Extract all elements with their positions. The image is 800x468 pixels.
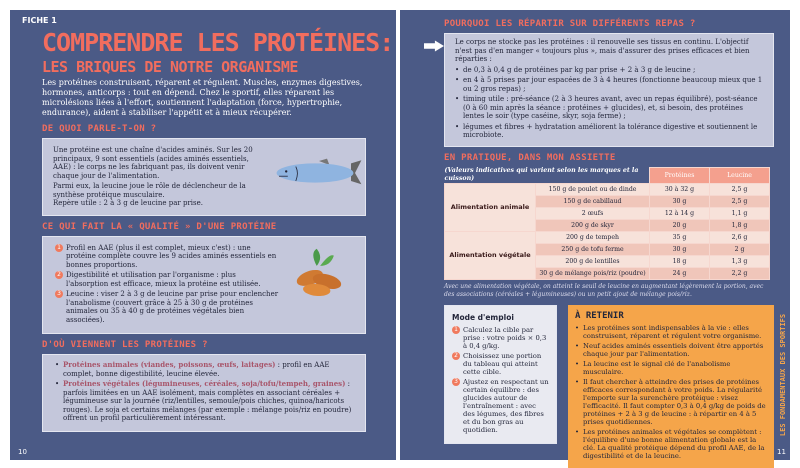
side-strip [777, 310, 789, 440]
number-badge: 3 [55, 290, 63, 298]
section-title: D'OÙ VIENNENT LES PROTÉINES ? [42, 340, 208, 350]
number-badge: 1 [55, 244, 63, 252]
definition-box [42, 138, 366, 216]
header-leucine: Leucine [710, 167, 770, 184]
sources-box [42, 354, 366, 432]
retenir-item: • Neuf acides aminés essentiels doivent être apportés chaque jour par l'alimentation. [575, 342, 767, 358]
page-number: 10 [18, 448, 27, 456]
leucine-cell: 2,5 g [710, 196, 770, 208]
number-badge: 3 [452, 378, 460, 386]
number-badge: 2 [452, 352, 460, 360]
right-column [444, 16, 774, 468]
mode-text: Choisissez une portion du tableau qui atteint cette cible. [463, 352, 542, 376]
distribution-item: • timing utile : pré-séance (2 à 3 heures avant, avec un repas équilibré), post-séance (0 à 60 min après la séance : protéines + glucides), et, si besoin, des protéines lentes le soir (type caséine, skyr, soja ferme) ; [455, 95, 763, 121]
mode-text: Ajustez en respectant un certain équilibre : des glucides autour de l'entraînement : avec des légumes, des fibres et du bon gras au quotidien. [463, 378, 549, 434]
number-badge: 1 [452, 326, 460, 334]
quality-item [55, 290, 280, 324]
section-title: DE QUOI PARLE-T-ON ? [42, 124, 157, 134]
quality-text: Leucine : viser 2 à 3 g de leucine par prise pour enclencher l'anabolisme (couvert grâce à 25 à 30 g de protéines animales ou 35 à 40 g de protéines végétales bien associées). [66, 290, 279, 324]
left-page [10, 10, 396, 460]
protein-cell: 20 g [650, 220, 710, 232]
group-label: Alimentation animale [445, 184, 536, 232]
source-item [55, 361, 353, 378]
mode-step [452, 352, 549, 376]
quality-item [55, 244, 280, 270]
source-text: : parfois limitées en un AAE isolément, mais complètes en associant céréales + légumineuse sur la journée (riz/lentilles, semoule/pois chiches, quinoa/haricots rouges). Le soja et certains mélanges (par exemple : mélange pois/riz en poudre) offrent un profil particulièrement intéressant. [63, 380, 352, 422]
mode-step [452, 378, 549, 434]
fiche-label: FICHE 1 [22, 16, 57, 25]
food-cell: 2 œufs [536, 208, 650, 220]
definition-text: Une protéine est une chaîne d'acides aminés. Sur les 20 principaux, 9 sont essentiels (acides aminés essentiels, AAE) : le corps ne les fabriquant pas, ils doivent venir chaque jour de l'alimentation. [53, 146, 253, 180]
protein-cell: 18 g [650, 256, 710, 268]
leucine-cell: 2,5 g [710, 184, 770, 196]
leucine-cell: 2,6 g [710, 232, 770, 244]
source-lead: Protéines végétales (légumineuses, céréales, soja/tofu/tempeh, graines) [63, 379, 346, 388]
almonds-illustration [291, 247, 351, 302]
table-row [445, 232, 770, 244]
protein-cell: 30 g [650, 196, 710, 208]
leucine-cell: 1,8 g [710, 220, 770, 232]
food-cell: 150 g de poulet ou de dinde [536, 184, 650, 196]
mode-title: Mode d'emploi [452, 313, 514, 322]
retenir-item: • Les protéines animales et végétales se complètent : l'équilibre d'une bonne alimentation globale est la clé. La qualité protéique dépend du profil AAE, de la digestibilité et de la leucine. [575, 428, 767, 460]
retenir-box [568, 305, 774, 468]
distribution-box [444, 33, 774, 147]
distribution-item: • de 0,3 à 0,4 g de protéines par kg par prise + 2 à 3 g de leucine ; [455, 66, 763, 75]
table-note: (Valeurs indicatives qui varient selon les marques et la cuisson) [444, 167, 639, 182]
page-subtitle: LES BRIQUES DE NOTRE ORGANISME [42, 58, 298, 76]
leucine-cell: 2,2 g [710, 268, 770, 280]
food-cell: 200 g de skyr [536, 220, 650, 232]
mode-emploi-box [444, 305, 557, 444]
protein-cell: 30 à 32 g [650, 184, 710, 196]
section-title: CE QUI FAIT LA « QUALITÉ » D'UNE PROTÉINE [42, 221, 277, 232]
quality-box [42, 236, 366, 335]
food-cell: 200 g de tempeh [536, 232, 650, 244]
table-footnote: Avec une alimentation végétale, on atteint le seuil de leucine en augmentant légèrement la portion, avec des associations (céréales + légumineuses) ou un petit ajout de mélange pois/riz. [444, 283, 764, 298]
portion-table [444, 167, 770, 281]
source-text: : profil en AAE complet, bonne digestibilité, leucine élevée. [63, 361, 330, 378]
protein-cell: 35 g [650, 232, 710, 244]
group-label: Alimentation végétale [445, 232, 536, 280]
food-cell: 250 g de tofu ferme [536, 244, 650, 256]
left-column [22, 16, 394, 432]
mode-text: Calculez la cible par prise : votre poids × 0,3 à 0,4 g/kg. [463, 326, 547, 350]
protein-cell: 30 g [650, 244, 710, 256]
source-item [55, 380, 353, 423]
retenir-item: • Il faut chercher à atteindre des prises de protéines efficaces correspondant à votre poids. La régularité l'emporte sur la surenchère protéique : visez l'efficacité. Il faut compter 0,3 à 0,4 g/kg de poids de protéines + 2 à 3 g de leucine : à répartir en 4 à 5 prises quotidiennes. [575, 378, 767, 426]
food-cell: 30 g de mélange pois/riz (poudre) [536, 268, 650, 280]
quality-text: Digestibilité et utilisation par l'organisme : plus l'absorption est efficace, mieux la protéine est utilisée. [66, 271, 261, 288]
distribution-intro: Le corps ne stocke pas les protéines : il renouvelle ses tissus en continu. L'objectif n'est pas d'en manger « toujours plus », mais d'assurer des prises efficaces et bien réparties : [455, 38, 750, 63]
table-row [445, 184, 770, 196]
fish-illustration [275, 155, 363, 191]
section-title: POURQUOI LES RÉPARTIR SUR DIFFÉRENTS REPAS ? [444, 19, 696, 29]
distribution-item: • légumes et fibres + hydratation améliorent la tolérance digestive et soutiennent le microbiote. [455, 123, 763, 140]
protein-cell: 12 à 14 g [650, 208, 710, 220]
protein-cell: 24 g [650, 268, 710, 280]
leucine-tip: Repère utile : 2 à 3 g de leucine par prise. [53, 199, 203, 207]
section-title: EN PRATIQUE, DANS MON ASSIETTE [444, 152, 616, 163]
distribution-item: • en 4 à 5 prises par jour espacées de 3 à 4 heures (fonctionne beaucoup mieux que 1 ou 2 gros repas) ; [455, 76, 763, 93]
retenir-item: • Les protéines sont indispensables à la vie : elles construisent, réparent et régulent votre organisme. [575, 324, 767, 340]
food-cell: 150 g de cabillaud [536, 196, 650, 208]
retenir-title: À RETENIR [575, 311, 624, 321]
arrow-icon [424, 40, 444, 52]
side-label: LES FONDAMENTAUX DES SPORTIFS [779, 313, 787, 437]
leucine-cell: 1,3 g [710, 256, 770, 268]
source-lead: Protéines animales (viandes, poissons, œufs, laitages) [63, 360, 276, 369]
mode-step [452, 326, 549, 350]
leucine-cell: 2 g [710, 244, 770, 256]
quality-text: Profil en AAE (plus il est complet, mieux c'est) : une protéine complète couvre les 9 acides aminés essentiels en bonnes proportions. [66, 243, 277, 269]
number-badge: 2 [55, 271, 63, 279]
right-page [400, 10, 790, 460]
page-title: COMPRENDRE LES PROTÉINES: [42, 28, 394, 57]
bottom-row [444, 305, 774, 468]
food-cell: 200 g de lentilles [536, 256, 650, 268]
quality-item [55, 271, 280, 288]
header-proteines: Protéines [650, 167, 710, 184]
leucine-text: Parmi eux, la leucine joue le rôle de déclencheur de la synthèse protéique musculaire. [53, 182, 246, 199]
page-number: 11 [777, 448, 786, 456]
leucine-cell: 1,1 g [710, 208, 770, 220]
intro-text: Les protéines construisent, réparent et régulent. Muscles, enzymes digestives, hormones, anticorps : tout en dépend. Chez le sportif, elles réparent les microlésions liées à l'effort, soutiennent l'adaptation (force, hypertrophie, endurance), aident à stabiliser l'appétit et à mieux récupérer. [42, 78, 363, 117]
retenir-item: • La leucine est le signal clé de l'anabolisme musculaire. [575, 360, 767, 376]
